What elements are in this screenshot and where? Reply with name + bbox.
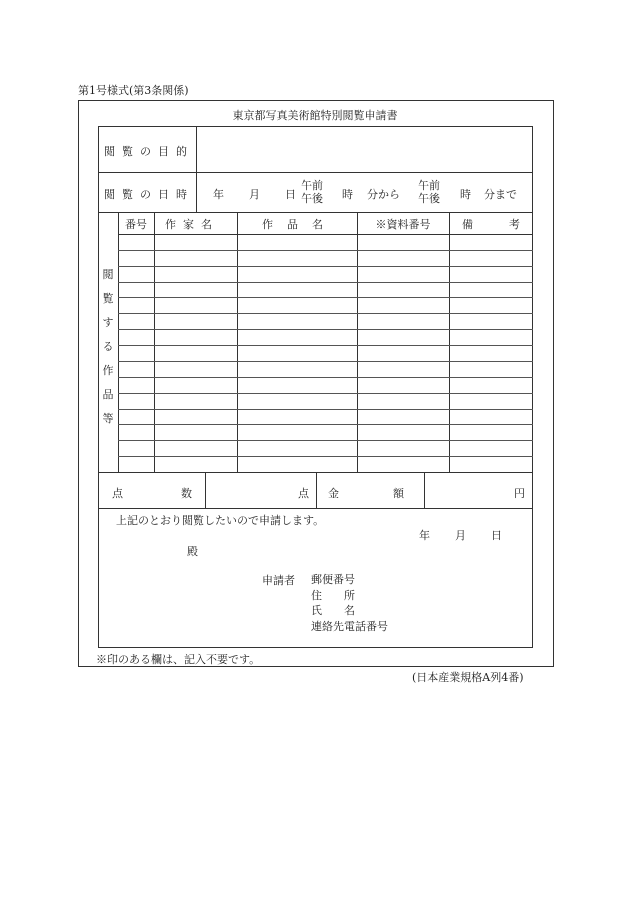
datetime-month: 月 xyxy=(249,188,260,201)
purpose-bottom-line xyxy=(98,172,533,173)
works-row-line xyxy=(118,250,533,251)
works-row-line xyxy=(118,409,533,410)
datetime-year: 年 xyxy=(213,188,224,201)
purpose-label: 閲覧の目的 xyxy=(104,145,194,158)
side-char: 作 xyxy=(102,364,114,377)
datetime-from: 分から xyxy=(367,188,400,201)
field-address: 住 所 xyxy=(311,588,355,602)
works-col-divider xyxy=(237,212,238,472)
works-row-line xyxy=(118,440,533,441)
application-date-year: 年 xyxy=(419,529,430,542)
header-remarks: 備考 xyxy=(462,218,556,231)
paper-size: (日本産業規格A列4番) xyxy=(412,671,524,684)
amount-label: 金額 xyxy=(328,487,458,500)
totals-bottom-line xyxy=(98,508,533,509)
side-char: 覧 xyxy=(102,292,114,305)
works-row-line xyxy=(118,361,533,362)
datetime-ampm-end: 午前 午後 xyxy=(418,179,440,205)
datetime-hour-end: 時 xyxy=(460,188,471,201)
addressee-suffix: 殿 xyxy=(187,545,198,558)
works-col-divider xyxy=(154,212,155,472)
datetime-label: 閲覧の日時 xyxy=(104,188,194,201)
header-work: 作品名 xyxy=(262,218,337,231)
datetime-ampm-start: 午前 午後 xyxy=(301,179,323,205)
datetime-bottom-line xyxy=(98,212,533,213)
count-unit: 点 xyxy=(298,487,309,500)
applicant-fields xyxy=(311,572,388,634)
side-char: 等 xyxy=(102,412,114,425)
works-side-label xyxy=(98,212,118,472)
works-row-line xyxy=(118,345,533,346)
datetime-until: 分まで xyxy=(484,188,517,201)
header-artist: 作家名 xyxy=(165,218,219,231)
side-char: 閲 xyxy=(102,268,114,281)
form-title: 東京都写真美術館特別閲覧申請書 xyxy=(232,109,398,122)
purpose-divider xyxy=(196,126,197,172)
works-col-divider xyxy=(118,212,119,472)
works-col-divider xyxy=(357,212,358,472)
works-header-line xyxy=(118,234,533,235)
totals-divider xyxy=(424,472,425,508)
works-row-line xyxy=(118,329,533,330)
side-char: 品 xyxy=(102,388,114,401)
form-number: 第1号様式(第3条関係) xyxy=(78,84,189,97)
side-char: る xyxy=(102,340,114,353)
totals-divider xyxy=(316,472,317,508)
field-postal-code: 郵便番号 xyxy=(311,573,355,586)
works-row-line xyxy=(118,377,533,378)
works-row-line xyxy=(118,297,533,298)
works-row-line xyxy=(118,282,533,283)
count-label: 点数 xyxy=(112,487,250,500)
field-name: 氏 名 xyxy=(311,604,355,617)
works-row-line xyxy=(118,456,533,457)
works-row-line xyxy=(118,424,533,425)
datetime-day: 日 xyxy=(285,188,296,201)
application-date-month: 月 xyxy=(455,529,466,542)
datetime-hour-start: 時 xyxy=(342,188,353,201)
works-row-line xyxy=(118,313,533,314)
field-phone: 連絡先電話番号 xyxy=(311,619,388,633)
footnote: ※印のある欄は、記入不要です。 xyxy=(96,653,261,666)
application-date-day: 日 xyxy=(491,529,502,542)
applicant-label: 申請者 xyxy=(262,574,295,587)
amount-unit: 円 xyxy=(514,487,525,500)
side-char: す xyxy=(102,316,114,329)
totals-divider xyxy=(205,472,206,508)
application-statement: 上記のとおり閲覧したいので申請します。 xyxy=(116,514,325,527)
works-row-line xyxy=(118,393,533,394)
works-col-divider xyxy=(449,212,450,472)
header-number: 番号 xyxy=(125,218,147,231)
datetime-divider xyxy=(196,172,197,212)
works-row-line xyxy=(118,266,533,267)
header-material: ※資料番号 xyxy=(375,218,431,231)
